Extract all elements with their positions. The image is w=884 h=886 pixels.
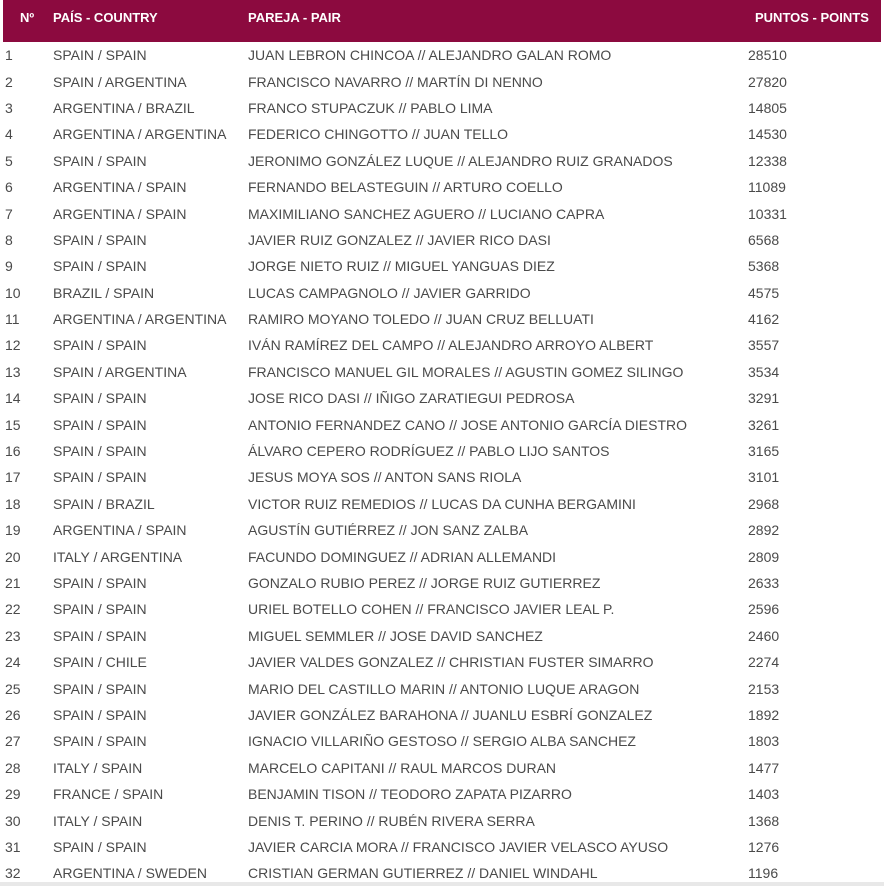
table-row (3, 728, 881, 754)
pair-cell: VICTOR RUIZ REMEDIOS // LUCAS DA CUNHA BERGAMINI (248, 495, 636, 512)
country-cell: SPAIN / SPAIN (53, 601, 147, 618)
table-row (3, 42, 881, 68)
points-cell: 3165 (748, 443, 780, 460)
rank-cell: 24 (5, 654, 21, 671)
rank-cell: 11 (5, 311, 20, 328)
rank-cell: 19 (5, 522, 21, 539)
points-cell: 28510 (748, 47, 787, 64)
rank-cell: 9 (5, 258, 13, 275)
pair-cell: MAXIMILIANO SANCHEZ AGUERO // LUCIANO CAPRA (248, 205, 605, 222)
rank-cell: 16 (5, 443, 21, 460)
country-cell: SPAIN / SPAIN (53, 231, 147, 248)
country-cell: ITALY / ARGENTINA (53, 548, 183, 565)
country-cell: FRANCE / SPAIN (53, 786, 164, 803)
country-cell: ARGENTINA / SPAIN (53, 522, 187, 539)
pair-cell: ANTONIO FERNANDEZ CANO // JOSE ANTONIO GARCÍA DIESTRO (248, 416, 687, 433)
pair-cell: FEDERICO CHINGOTTO // JUAN TELLO (248, 126, 509, 143)
rank-cell: 15 (5, 416, 21, 433)
table-body (3, 42, 881, 886)
country-cell: ITALY / SPAIN (53, 759, 143, 776)
points-cell: 2153 (748, 680, 780, 697)
country-cell: SPAIN / SPAIN (53, 680, 147, 697)
pair-cell: DENIS T. PERINO // RUBÉN RIVERA SERRA (248, 812, 535, 829)
pair-cell: FERNANDO BELASTEGUIN // ARTURO COELLO (248, 179, 563, 196)
rank-cell: 14 (5, 390, 21, 407)
points-cell: 3557 (748, 337, 780, 354)
pair-cell: JAVIER VALDES GONZALEZ // CHRISTIAN FUSTER SIMARRO (248, 654, 654, 671)
country-cell: ARGENTINA / ARGENTINA (53, 311, 227, 328)
country-cell: SPAIN / SPAIN (53, 706, 147, 723)
points-cell: 4162 (748, 311, 780, 328)
pair-cell: JORGE NIETO RUIZ // MIGUEL YANGUAS DIEZ (248, 258, 555, 275)
pair-cell: JERONIMO GONZÁLEZ LUQUE // ALEJANDRO RUIZ GRANADOS (248, 152, 673, 169)
country-cell: SPAIN / SPAIN (53, 575, 147, 591)
country-cell: SPAIN / SPAIN (53, 733, 147, 750)
pair-cell: FACUNDO DOMINGUEZ // ADRIAN ALLEMANDI (248, 548, 557, 565)
pair-cell: IVÁN RAMÍREZ DEL CAMPO // ALEJANDRO ARROYO ALBERT (248, 337, 654, 354)
pair-cell: LUCAS CAMPAGNOLO // JAVIER GARRIDO (248, 284, 531, 301)
country-cell: SPAIN / SPAIN (53, 337, 147, 354)
ranking-table (3, 0, 881, 886)
pair-cell: JAVIER CARCIA MORA // FRANCISCO JAVIER VELASCO AYUSO (248, 838, 669, 855)
pair-cell: ÁLVARO CEPERO RODRÍGUEZ // PABLO LIJO SANTOS (248, 443, 610, 460)
table-row (3, 253, 881, 279)
pair-cell: MIGUEL SEMMLER // JOSE DAVID SANCHEZ (248, 627, 543, 644)
pair-cell: IGNACIO VILLARIÑO GESTOSO // SERGIO ALBA SANCHEZ (248, 733, 636, 750)
table-row (3, 332, 881, 358)
table-row (3, 807, 881, 833)
table-row (3, 623, 881, 649)
points-cell: 4575 (748, 284, 780, 301)
table-row (3, 755, 881, 781)
country-cell: SPAIN / SPAIN (53, 838, 147, 855)
pair-cell: JESUS MOYA SOS // ANTON SANS RIOLA (248, 469, 522, 486)
rank-cell: 29 (5, 786, 21, 803)
rank-cell: 8 (5, 231, 13, 248)
table-row (3, 464, 881, 490)
table-row (3, 596, 881, 622)
points-cell: 1803 (748, 733, 780, 750)
pair-cell: JAVIER RUIZ GONZALEZ // JAVIER RICO DASI (248, 231, 551, 248)
rank-cell: 10 (5, 284, 21, 301)
rank-cell: 21 (5, 575, 21, 591)
rank-cell: 23 (5, 627, 21, 644)
country-cell: ARGENTINA / SPAIN (53, 205, 187, 222)
points-cell: 2274 (748, 654, 780, 671)
country-cell: SPAIN / SPAIN (53, 469, 147, 486)
table-row (3, 491, 881, 517)
country-cell: SPAIN / ARGENTINA (53, 73, 187, 90)
header-country: PAÍS - COUNTRY (53, 10, 158, 25)
points-cell: 3291 (748, 390, 780, 407)
header-pair: PAREJA - PAIR (248, 10, 341, 25)
rank-cell: 17 (5, 469, 21, 486)
pair-cell: CRISTIAN GERMAN GUTIERREZ // DANIEL WINDAHL (248, 865, 598, 882)
table-row (3, 227, 881, 253)
table-row (3, 95, 881, 121)
country-cell: SPAIN / BRAZIL (53, 495, 155, 512)
points-cell: 2968 (748, 495, 780, 512)
table-row (3, 200, 881, 226)
horizontal-scrollbar[interactable] (0, 882, 884, 886)
country-cell: ARGENTINA / SWEDEN (53, 865, 208, 882)
rank-cell: 25 (5, 680, 21, 697)
table-row (3, 280, 881, 306)
points-cell: 3101 (748, 469, 780, 486)
table-row (3, 411, 881, 437)
points-cell: 11089 (748, 179, 786, 196)
country-cell: ARGENTINA / ARGENTINA (53, 126, 227, 143)
rank-cell: 27 (5, 733, 21, 750)
pair-cell: AGUSTÍN GUTIÉRREZ // JON SANZ ZALBA (248, 522, 529, 539)
header-points: PUNTOS - POINTS (755, 10, 869, 25)
points-cell: 10331 (748, 205, 787, 222)
country-cell: ARGENTINA / BRAZIL (53, 99, 195, 116)
table-row (3, 68, 881, 94)
points-cell: 14805 (748, 99, 787, 116)
rank-cell: 12 (5, 337, 21, 354)
points-cell: 3534 (748, 363, 780, 380)
pair-cell: JAVIER GONZÁLEZ BARAHONA // JUANLU ESBRÍ GONZALEZ (248, 706, 653, 723)
country-cell: BRAZIL / SPAIN (53, 284, 155, 301)
table-row (3, 570, 881, 596)
points-cell: 12338 (748, 152, 787, 169)
points-cell: 1892 (748, 706, 780, 723)
rank-cell: 5 (5, 152, 13, 169)
table-row (3, 834, 881, 860)
country-cell: ARGENTINA / SPAIN (53, 179, 187, 196)
points-cell: 14530 (748, 126, 787, 143)
ranking-table-container (3, 0, 881, 886)
rank-cell: 13 (5, 363, 21, 380)
points-cell: 1196 (748, 865, 779, 882)
pair-cell: JOSE RICO DASI // IÑIGO ZARATIEGUI PEDROSA (248, 390, 575, 407)
rank-cell: 6 (5, 179, 13, 196)
table-row (3, 148, 881, 174)
table-row (3, 359, 881, 385)
rank-cell: 3 (5, 99, 13, 116)
country-cell: SPAIN / SPAIN (53, 627, 147, 644)
pair-cell: FRANCISCO MANUEL GIL MORALES // AGUSTIN GOMEZ SILINGO (248, 363, 684, 380)
table-row (3, 543, 881, 569)
table-row (3, 702, 881, 728)
points-cell: 6568 (748, 231, 780, 248)
rank-cell: 7 (5, 205, 13, 222)
rank-cell: 2 (5, 73, 13, 90)
rank-cell: 22 (5, 601, 21, 618)
country-cell: ITALY / SPAIN (53, 812, 143, 829)
pair-cell: BENJAMIN TISON // TEODORO ZAPATA PIZARRO (248, 786, 572, 803)
table-row (3, 675, 881, 701)
country-cell: SPAIN / SPAIN (53, 47, 147, 64)
pair-cell: URIEL BOTELLO COHEN // FRANCISCO JAVIER LEAL P. (248, 601, 615, 618)
table-row (3, 781, 881, 807)
pair-cell: MARIO DEL CASTILLO MARIN // ANTONIO LUQUE ARAGON (248, 680, 640, 697)
points-cell: 5368 (748, 258, 780, 275)
country-cell: SPAIN / SPAIN (53, 416, 147, 433)
points-cell: 2460 (748, 627, 780, 644)
points-cell: 2596 (748, 601, 780, 618)
table-row (3, 438, 881, 464)
table-row (3, 649, 881, 675)
header-number: Nº (20, 10, 35, 25)
points-cell: 27820 (748, 73, 787, 90)
table-row (3, 385, 881, 411)
country-cell: SPAIN / CHILE (53, 654, 147, 671)
table-header-row (3, 0, 881, 42)
country-cell: SPAIN / SPAIN (53, 152, 147, 169)
points-cell: 3261 (748, 416, 780, 433)
points-cell: 1477 (748, 759, 780, 776)
pair-cell: JUAN LEBRON CHINCOA // ALEJANDRO GALAN ROMO (248, 47, 612, 64)
rank-cell: 30 (5, 812, 21, 829)
rank-cell: 32 (5, 865, 21, 882)
country-cell: SPAIN / SPAIN (53, 443, 147, 460)
table-row (3, 174, 881, 200)
country-cell: SPAIN / ARGENTINA (53, 363, 187, 380)
rank-cell: 26 (5, 706, 21, 723)
rank-cell: 20 (5, 548, 21, 565)
table-row (3, 306, 881, 332)
pair-cell: GONZALO RUBIO PEREZ // JORGE RUIZ GUTIERREZ (248, 575, 601, 591)
table-row (3, 517, 881, 543)
points-cell: 2892 (748, 522, 780, 539)
pair-cell: MARCELO CAPITANI // RAUL MARCOS DURAN (248, 759, 557, 776)
rank-cell: 31 (5, 838, 21, 855)
rank-cell: 28 (5, 759, 21, 776)
points-cell: 1403 (748, 786, 780, 803)
rank-cell: 18 (5, 495, 21, 512)
points-cell: 2809 (748, 548, 780, 565)
points-cell: 1368 (748, 812, 780, 829)
table-row (3, 121, 881, 147)
country-cell: SPAIN / SPAIN (53, 258, 147, 275)
pair-cell: RAMIRO MOYANO TOLEDO // JUAN CRUZ BELLUATI (248, 311, 594, 328)
points-cell: 2633 (748, 575, 780, 591)
country-cell: SPAIN / SPAIN (53, 390, 147, 407)
rank-cell: 1 (5, 47, 13, 64)
rank-cell: 4 (5, 126, 13, 143)
pair-cell: FRANCO STUPACZUK // PABLO LIMA (248, 99, 493, 116)
pair-cell: FRANCISCO NAVARRO // MARTÍN DI NENNO (248, 73, 543, 90)
points-cell: 1276 (748, 838, 780, 855)
table-header (3, 0, 881, 42)
